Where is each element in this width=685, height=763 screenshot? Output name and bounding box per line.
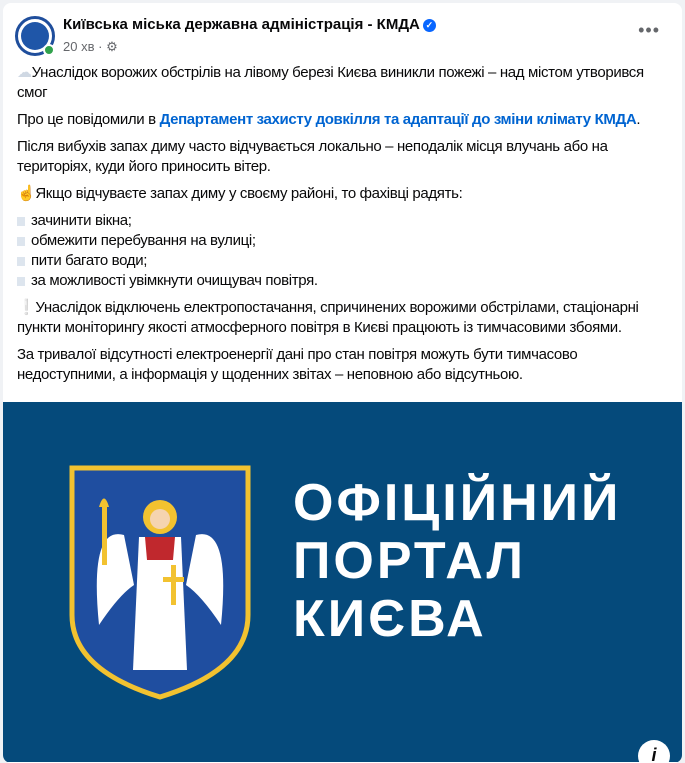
list-item: зачинити вікна; [17, 211, 672, 231]
advice-list [17, 211, 672, 291]
paragraph: Після вибухів запах диму часто відчувається локально – неподалік місця влучань або на територіях, куди його приносить вітер. [17, 138, 608, 175]
post-card [3, 3, 682, 763]
pointing-finger-icon: ☝ [17, 185, 36, 202]
portal-title: ОФІЦІЙНИЙ ПОРТАЛ КИЄВА [293, 474, 622, 648]
bullet-icon [17, 217, 25, 226]
bullet-icon [17, 237, 25, 246]
list-item: пити багато води; [17, 251, 672, 271]
info-icon[interactable]: i [638, 740, 670, 763]
verified-badge-icon: ✓ [423, 19, 436, 32]
post-image[interactable] [3, 402, 682, 762]
department-link[interactable]: Департамент захисту довкілля та адаптації до зміни клімату КМДА [159, 111, 637, 128]
audience-gear-icon[interactable]: ⚙ [106, 39, 118, 54]
post-meta: 20 хв · ⚙ [63, 39, 118, 54]
post-time[interactable]: 20 хв [63, 39, 95, 54]
list-item: за можливості увімкнути очищувач повітря. [17, 271, 672, 291]
kyiv-coat-of-arms-icon [69, 465, 251, 700]
cloud-emoji-icon: ☁ [17, 64, 32, 81]
paragraph: За тривалої відсутності електроенергії дані про стан повітря можуть бути тимчасово недоступними, а інформація у щоденних звітах – неповною або відсутньою. [17, 346, 578, 383]
post-text: ☁Унаслідок ворожих обстрілів на лівому березі Києва виникли пожежі – над містом утворився смог Про це повідомили в Департамент захисту довкілля та адаптації до зміни клімату КМДА. Після вибухів запах диму часто відчувається локально – неподалік місця влучань або на територіях, куди його приносить вітер. ☝Якщо відчуваєте запах диму у своєму районі, то фахівці радять: зачинити вікна; обмежити перебування на вулиці; пити багато води; за можливості увімкнути очищувач повітря. ❕Унаслідок відключень електропостачання, спричинених ворожими обстрілами, стаціонарні пункти моніторингу якості атмосферного повітря в Києві працюють із тимчасовими збоями. За тривалої відсутності електроенергії дані про стан повітря можуть бути тимчасово недоступними, а інформація у щоденних звітах – неповною або відсутньою. [17, 63, 672, 392]
more-options-icon[interactable]: ••• [638, 20, 660, 40]
online-status-dot [43, 44, 55, 56]
author-name[interactable]: Київська міська державна адміністрація - КМДА ✓ [63, 16, 436, 33]
bullet-icon [17, 277, 25, 286]
exclamation-icon: ❕ [17, 299, 36, 316]
bullet-icon [17, 257, 25, 266]
list-item: обмежити перебування на вулиці; [17, 231, 672, 251]
